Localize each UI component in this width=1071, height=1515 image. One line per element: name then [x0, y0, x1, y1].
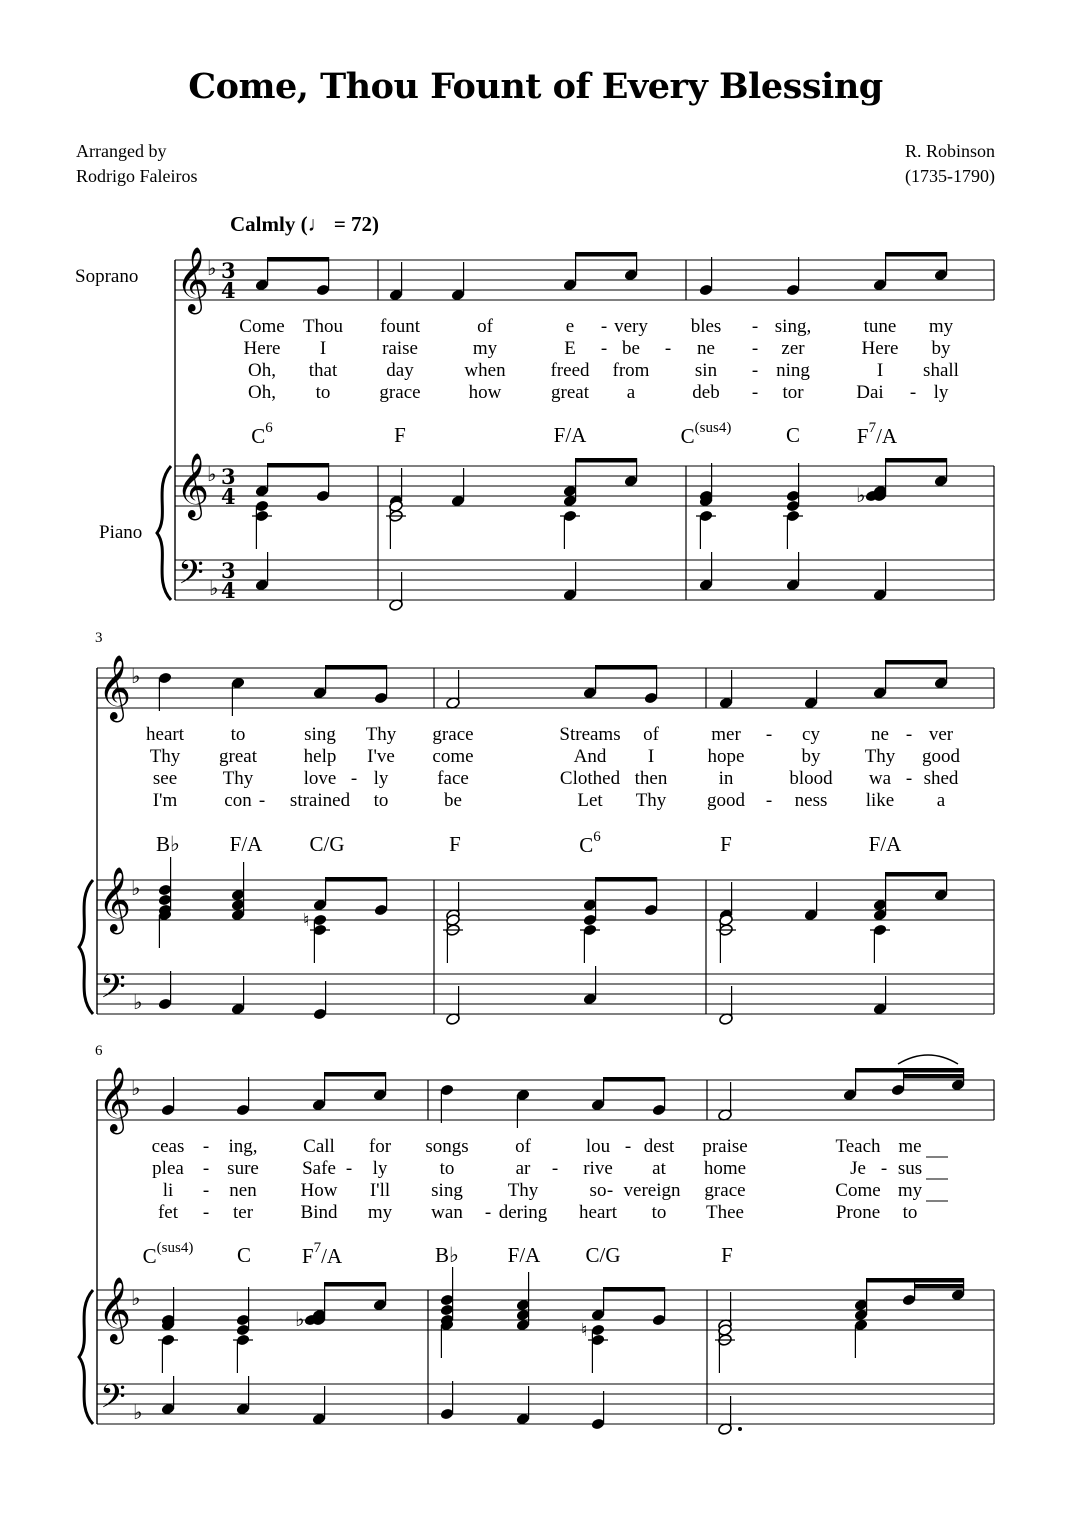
lyric-syllable: to [651, 1202, 667, 1223]
treble-clef-icon: 𝄞 [176, 453, 210, 518]
composer-dates: (1735-1790) [905, 166, 995, 186]
beam [325, 1072, 386, 1077]
lyric-syllable: ceas [151, 1136, 185, 1157]
beam [325, 1282, 386, 1287]
beam [886, 872, 947, 877]
flat-icon: ♭ [131, 1286, 141, 1310]
lyric-syllable: ly [372, 1158, 388, 1179]
beam [904, 1074, 964, 1079]
lyric-syllable: Je [850, 1158, 866, 1179]
lyric-syllable: Streams [559, 724, 621, 745]
lyric-syllable: - [606, 1180, 614, 1201]
flat-icon: ♭ [207, 256, 217, 280]
lyric-syllable: - [905, 768, 913, 789]
time-signature-bottom: 4 [221, 578, 236, 603]
chord-extension: 7 [868, 420, 877, 436]
lyric-syllable: be [444, 790, 462, 811]
lyric-syllable: that [308, 360, 338, 381]
chord-root: F [721, 1243, 733, 1267]
slur [898, 1055, 958, 1064]
lyric-syllable: so [589, 1180, 607, 1201]
lyric-syllable: Here [243, 338, 281, 359]
lyric-syllable: ar [515, 1158, 531, 1179]
lyric-syllable: dering [498, 1202, 548, 1223]
lyric-syllable: Come [835, 1180, 881, 1201]
lyric-syllable: - [765, 790, 773, 811]
lyric-syllable: mer [711, 724, 741, 745]
lyric-syllable: be [622, 338, 640, 359]
beam [326, 665, 387, 670]
flat-icon: ♭ [209, 576, 219, 600]
lyric-syllable: Clothed [559, 768, 621, 789]
lyric-syllable: ne [697, 338, 715, 359]
lyric-syllable: Bind [300, 1202, 338, 1223]
lyric-syllable: - [664, 338, 672, 359]
arranger-label: Arranged by [76, 141, 167, 161]
time-signature-bottom: 4 [221, 278, 236, 303]
chord-root: F [301, 1244, 314, 1268]
lyric-syllable: - [905, 724, 913, 745]
lyric-syllable: grace [704, 1180, 746, 1201]
lyric-syllable: hope [707, 746, 745, 767]
lyric-syllable: ly [933, 382, 949, 403]
lyric-syllable: praise [702, 1136, 748, 1157]
bass-clef-icon: 𝄢 [178, 554, 204, 600]
chord-root: F/A [868, 832, 902, 856]
lyric-syllable: Teach [835, 1136, 881, 1157]
lyric-syllable: I'm [152, 790, 178, 811]
lyric-syllable: day [386, 360, 414, 381]
chord-root: C [579, 833, 594, 857]
lyric-syllable: a [626, 382, 636, 403]
lyric-syllable: like [865, 790, 895, 811]
lyric-syllable: home [703, 1158, 747, 1179]
lyric-syllable: great [551, 382, 589, 403]
chord-root: C [785, 423, 801, 447]
beam [576, 252, 637, 257]
lyric-syllable: by [801, 746, 821, 767]
chord-root: F [449, 832, 461, 856]
lyric-syllable: of [477, 316, 493, 337]
lyric-syllable: - [258, 790, 266, 811]
chord-root: F [856, 424, 869, 448]
lyric-syllable: - [345, 1158, 353, 1179]
lyric-syllable: ning [776, 360, 810, 381]
lyric-syllable: li [162, 1180, 174, 1201]
lyric-syllable: to [315, 382, 331, 403]
lyric-syllable: ter [232, 1202, 254, 1223]
lyric-syllable: Thy [222, 768, 254, 789]
flat-icon: ♭ [856, 483, 866, 507]
lyric-syllable: sing, [774, 316, 812, 337]
lyric-syllable: of [643, 724, 659, 745]
lyric-syllable: sin [694, 360, 718, 381]
lyric-syllable: face [437, 768, 469, 789]
beam [856, 1068, 964, 1073]
lyric-syllable: Let [577, 790, 603, 811]
lyric-syllable: Thee [706, 1202, 744, 1223]
chord-bass: /A [321, 1244, 343, 1268]
lyric-syllable: vereign [623, 1180, 681, 1201]
chord-root: C [142, 1244, 157, 1268]
piano-brace [157, 466, 171, 600]
flat-icon: ♭ [131, 664, 141, 688]
tempo-value: = 72) [328, 212, 380, 236]
lyric-syllable: at [652, 1158, 666, 1179]
lyric-syllable: ver [928, 724, 954, 745]
lyric-syllable: fount [379, 316, 421, 337]
lyric-syllable: ly [373, 768, 389, 789]
lyric-syllable: I [319, 338, 327, 359]
lyric-syllable: to [902, 1202, 918, 1223]
soprano-label: Soprano [75, 266, 139, 287]
lyric-syllable: Dai [856, 382, 884, 403]
lyric-syllable: to [373, 790, 389, 811]
treble-clef-icon: 𝄞 [98, 867, 132, 932]
treble-clef-icon: 𝄞 [98, 1067, 132, 1132]
chord-extension: 6 [265, 420, 273, 436]
piano-brace [79, 1290, 93, 1424]
lyric-syllable: great [219, 746, 257, 767]
lyric-syllable: sus [897, 1158, 923, 1179]
lyric-syllable: shall [923, 360, 959, 381]
lyric-syllable: Safe [302, 1158, 336, 1179]
lyric-syllable: Thou [302, 316, 344, 337]
lyric-syllable: - [765, 724, 773, 745]
lyric-syllable: nen [229, 1180, 257, 1201]
beam [596, 877, 657, 882]
lyric-syllable: when [464, 360, 506, 381]
score-title: Come, Thou Fount of Every Blessing [188, 66, 883, 107]
beam [604, 1287, 665, 1292]
lyric-syllable: - [600, 338, 608, 359]
lyric-syllable: rive [583, 1158, 613, 1179]
lyric-syllable: very [614, 316, 648, 337]
chord-bass: /A [876, 424, 898, 448]
flat-icon: ♭ [207, 462, 217, 486]
lyric-syllable: - [751, 316, 759, 337]
lyric-syllable: ne [871, 724, 889, 745]
lyric-syllable: - [202, 1158, 210, 1179]
lyric-syllable: - [751, 360, 759, 381]
lyric-syllable: heart [146, 724, 184, 745]
lyric-syllable: come [432, 746, 474, 767]
flat-icon: ♭ [133, 1400, 143, 1424]
lyric-syllable: Thy [864, 746, 896, 767]
chord-root: C [236, 1243, 252, 1267]
beam [915, 1284, 964, 1289]
lyric-syllable: heart [579, 1202, 617, 1223]
lyric-syllable: freed [550, 360, 590, 381]
beam [886, 458, 947, 463]
lyric-syllable: Thy [149, 746, 181, 767]
lyric-syllable: love [303, 768, 337, 789]
lyric-syllable: in [718, 768, 734, 789]
chord-root: C/G [585, 1243, 621, 1267]
beam [886, 252, 947, 257]
lyric-syllable: my [472, 338, 498, 359]
lyric-syllable: cy [802, 724, 820, 745]
time-signature-top: 3 [221, 558, 236, 583]
quarter-note-icon: ♩ [307, 212, 329, 236]
lyric-syllable: lou [585, 1136, 611, 1157]
lyric-syllable: of [515, 1136, 531, 1157]
chord-root: F/A [553, 423, 587, 447]
lyric-syllable: by [931, 338, 951, 359]
natural-icon: ♮ [303, 910, 310, 931]
beam [886, 660, 947, 665]
lyric-syllable: - [600, 316, 608, 337]
lyric-syllable: good [707, 790, 745, 811]
chord-root: F [394, 423, 406, 447]
beam [596, 665, 657, 670]
lyric-syllable: Call [303, 1136, 335, 1157]
chord-extension: 6 [593, 829, 601, 845]
treble-clef-icon: 𝄞 [98, 655, 132, 720]
lyric-syllable: strained [289, 790, 351, 811]
chord-root: F/A [229, 832, 263, 856]
lyric-syllable: blood [789, 768, 833, 789]
tempo-text: Calmly ( [230, 212, 308, 236]
lyric-syllable: Thy [635, 790, 667, 811]
lyric-syllable: my [897, 1180, 923, 1201]
lyric-syllable: Thy [507, 1180, 539, 1201]
flat-icon: ♭ [131, 876, 141, 900]
beam [268, 257, 329, 262]
lyric-syllable: wan [431, 1202, 463, 1223]
time-signature-top: 3 [221, 258, 236, 283]
lyric-syllable: plea [152, 1158, 184, 1179]
natural-icon: ♮ [581, 1320, 588, 1341]
lyric-syllable: And [573, 746, 607, 767]
lyric-syllable: - [624, 1136, 632, 1157]
lyric-syllable: - [350, 768, 358, 789]
chord-root: C [251, 424, 266, 448]
beam [326, 877, 387, 882]
arranger-name: Rodrigo Faleiros [76, 166, 198, 186]
lyric-syllable: raise [382, 338, 418, 359]
lyric-syllable: zer [781, 338, 805, 359]
lyric-syllable: I've [367, 746, 395, 767]
chord-root: F [720, 832, 732, 856]
lyric-syllable: ing, [228, 1136, 258, 1157]
lyric-syllable: sing [431, 1180, 463, 1201]
lyric-syllable: How [300, 1180, 338, 1201]
system-number-3: 3 [95, 630, 103, 646]
time-signature-top: 3 [221, 464, 236, 489]
lyric-syllable: ness [794, 790, 828, 811]
lyric-syllable: see [152, 768, 178, 789]
chord-root: C/G [309, 832, 345, 856]
lyric-syllable: from [612, 360, 650, 381]
flat-icon: ♭ [295, 1307, 305, 1331]
bass-clef-icon: 𝄢 [100, 968, 126, 1014]
lyric-syllable: - [551, 1158, 559, 1179]
lyric-syllable: - [484, 1202, 492, 1223]
bass-clef-icon: 𝄢 [100, 1378, 126, 1424]
lyric-syllable: me [898, 1136, 922, 1157]
lyric-syllable: tor [782, 382, 804, 403]
chord-extension: (sus4) [156, 1240, 194, 1256]
lyric-syllable: I'll [369, 1180, 391, 1201]
treble-clef-icon: 𝄞 [176, 247, 210, 312]
lyric-syllable: help [303, 746, 337, 767]
chord-root: B♭ [435, 1243, 459, 1267]
lyric-syllable: - [202, 1180, 210, 1201]
lyric-syllable: my [367, 1202, 393, 1223]
lyric-syllable: - [751, 338, 759, 359]
lyric-syllable: shed [923, 768, 959, 789]
lyric-syllable: e [565, 316, 575, 337]
lyric-syllable: then [634, 768, 668, 789]
lyric-syllable: grace [432, 724, 474, 745]
piano-label: Piano [99, 522, 143, 543]
flat-icon: ♭ [133, 990, 143, 1014]
lyric-syllable: fet [157, 1202, 179, 1223]
beam [604, 1077, 665, 1082]
chord-root: C [680, 424, 695, 448]
lyric-syllable: Here [861, 338, 899, 359]
composer-name: R. Robinson [904, 141, 995, 161]
lyric-syllable: Thy [365, 724, 397, 745]
time-signature-bottom: 4 [221, 484, 236, 509]
treble-clef-icon: 𝄞 [98, 1277, 132, 1342]
lyric-syllable: sure [227, 1158, 259, 1179]
augmentation-dot [738, 1427, 742, 1431]
lyric-syllable: to [230, 724, 246, 745]
lyric-syllable: wa [868, 768, 892, 789]
lyric-syllable: good [922, 746, 960, 767]
beam [268, 463, 329, 468]
lyric-syllable: Prone [835, 1202, 881, 1223]
lyric-syllable: dest [643, 1136, 675, 1157]
lyric-syllable: - [880, 1158, 888, 1179]
lyric-syllable: grace [379, 382, 421, 403]
lyric-syllable: a [936, 790, 946, 811]
system-number-6: 6 [95, 1043, 103, 1059]
lyric-syllable: songs [425, 1136, 469, 1157]
lyric-syllable: sing [304, 724, 336, 745]
lyric-syllable: deb [692, 382, 720, 403]
lyric-syllable: - [202, 1136, 210, 1157]
lyric-syllable: Oh, [248, 382, 276, 403]
chord-extension: 7 [313, 1240, 322, 1256]
chord-root: F/A [507, 1243, 541, 1267]
lyric-syllable: con [224, 790, 252, 811]
piano-brace [79, 880, 93, 1014]
lyric-syllable: how [468, 382, 502, 403]
lyric-syllable: I [876, 360, 884, 381]
flat-icon: ♭ [131, 1076, 141, 1100]
chord-root: B♭ [156, 832, 180, 856]
lyric-syllable: - [751, 382, 759, 403]
lyric-syllable: to [439, 1158, 455, 1179]
lyric-syllable: Come [239, 316, 285, 337]
lyric-syllable: my [928, 316, 954, 337]
lyric-syllable: - [909, 382, 917, 403]
lyric-syllable: bles [690, 316, 722, 337]
lyric-syllable: tune [863, 316, 897, 337]
lyric-syllable: E [564, 338, 576, 359]
beam [576, 458, 637, 463]
beam [867, 1278, 964, 1283]
lyric-syllable: for [368, 1136, 392, 1157]
lyric-syllable: - [202, 1202, 210, 1223]
lyric-syllable: I [647, 746, 655, 767]
chord-extension: (sus4) [694, 420, 732, 436]
lyric-syllable: Oh, [248, 360, 276, 381]
